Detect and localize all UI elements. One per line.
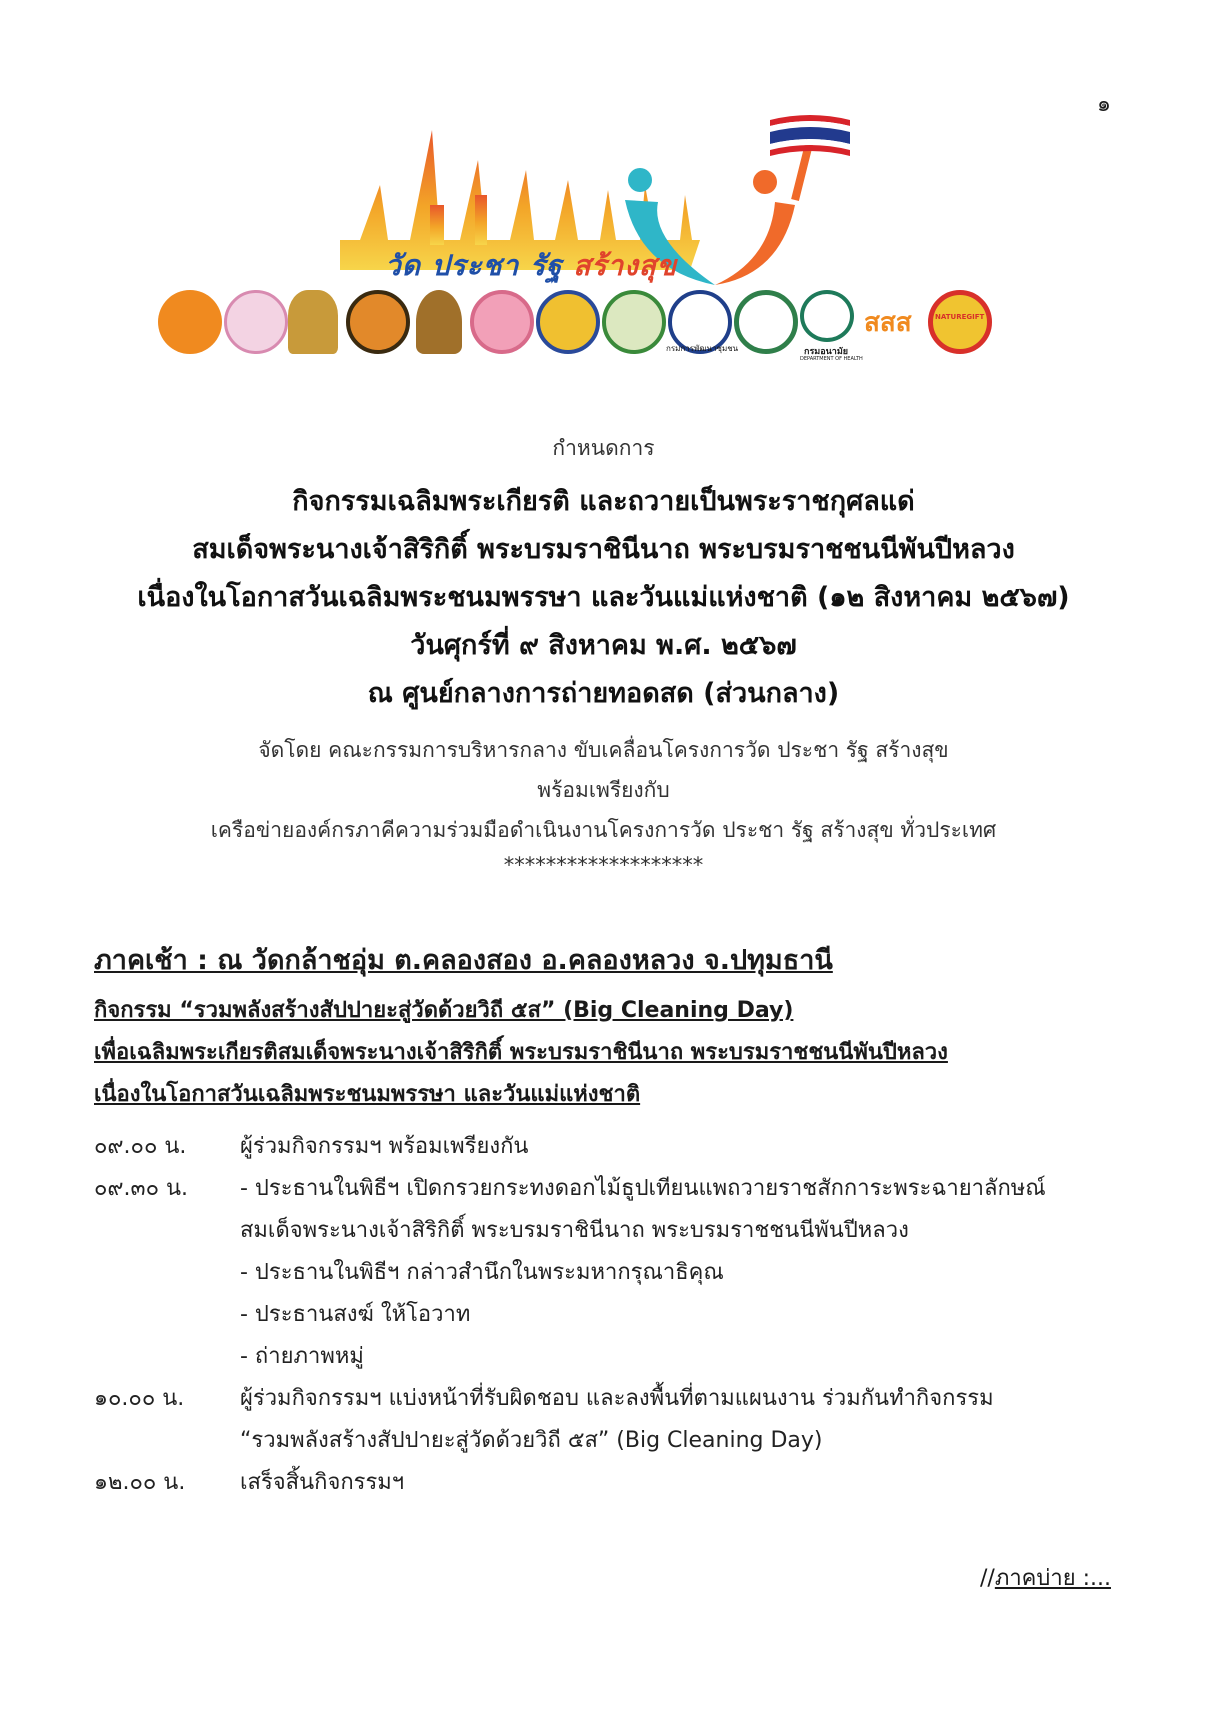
schedule-desc: “รวมพลังสร้างสัปปายะสู่วัดด้วยวิถี ๕ส” (Big Cleaning Day) [240, 1428, 823, 1453]
partner-logos [158, 290, 1058, 362]
thai-flag-icon [770, 115, 850, 156]
schedule-desc: ผู้ร่วมกิจกรรมฯ พร้อมเพรียงกัน [240, 1134, 529, 1159]
dharma-wheel-seal-icon [158, 290, 222, 354]
community-dev-caption: กรมการพัฒนาชุมชน [666, 344, 739, 353]
banner-text [385, 244, 677, 288]
lion-seal-blue-icon [536, 290, 600, 354]
schedule-desc: - ประธานสงฆ์ ให้โอวาท [240, 1302, 471, 1327]
schedule-desc: ผู้ร่วมกิจกรรมฯ แบ่งหน้าที่รับผิดชอบ และลงพื้นที่ตามแผนงาน ร่วมกันทำกิจกรรม [240, 1386, 994, 1411]
header-title [0, 478, 1207, 718]
header-label: กำหนดการ [552, 436, 655, 460]
separator: ******************* [503, 853, 704, 877]
morning-activity [94, 990, 1124, 1116]
continuation-prefix: // [980, 1566, 995, 1591]
activity-line-1: กิจกรรม “รวมพลังสร้างสัปปายะสู่วัดด้วยวิถี ๕ส” (Big Cleaning Day) [94, 998, 794, 1023]
health-dept-seal-icon [800, 290, 863, 362]
activity-line-2: เพื่อเฉลิมพระเกียรติสมเด็จพระนางเจ้าสิริกิติ์ พระบรมราชินีนาถ พระบรมราชชนนีพันปีหลวง [94, 1040, 948, 1065]
green-house-seal-icon [734, 290, 798, 354]
activity-line-3: เนื่องในโอกาสวันเฉลิมพระชนมพรรษา และวันแม่แห่งชาติ [94, 1082, 641, 1107]
temple-emblem-icon [416, 290, 462, 354]
title-line-4: วันศุกร์ที่ ๙ สิงหาคม พ.ศ. ๒๕๖๗ [410, 630, 797, 661]
schedule-desc: - ประธานในพิธีฯ กล่าวสำนึกในพระมหากรุณาธิคุณ [240, 1260, 724, 1285]
title-line-2: สมเด็จพระนางเจ้าสิริกิติ์ พระบรมราชินีนาถ พระบรมราชชนนีพันปีหลวง [192, 534, 1015, 565]
title-line-3: เนื่องในโอกาสวันเฉลิมพระชนมพรรษา และวันแม่แห่งชาติ (๑๒ สิงหาคม ๒๕๖๗) [137, 582, 1070, 613]
lion-seal-orange-icon [346, 290, 410, 354]
schedule-desc: - ประธานในพิธีฯ เปิดกรวยกระทงดอกไม้ธูปเทียนแพถวายราชสักการะพระฉายาลักษณ์ [240, 1176, 1046, 1201]
community-dev-seal-icon [666, 290, 739, 354]
schedule-time: ๑๒.๐๐ น. [94, 1470, 186, 1495]
health-dept-caption-en: DEPARTMENT OF HEALTH [800, 356, 863, 362]
naturegift-caption: NATUREGIFT [935, 313, 985, 321]
lotus-wheel-seal-icon [470, 290, 534, 354]
schedule-desc: - ถ่ายภาพหมู่ [240, 1344, 364, 1369]
schedule-time: ๐๙.๐๐ น. [94, 1134, 187, 1159]
afternoon-link[interactable]: ภาคบ่าย :... [994, 1566, 1111, 1591]
schedule-desc: สมเด็จพระนางเจ้าสิริกิติ์ พระบรมราชินีนาถ พระบรมราชชนนีพันปีหลวง [240, 1218, 909, 1243]
schedule-time: ๑๐.๐๐ น. [94, 1386, 185, 1411]
naturegift-logo-icon [928, 290, 992, 354]
morning-section [94, 938, 1124, 981]
morning-heading: ภาคเช้า : ณ วัดกล้าชอุ่ม ต.คลองสอง อ.คลองหลวง จ.ปทุมธานี [94, 945, 833, 976]
title-line-1: กิจกรรมเฉลิมพระเกียรติ และถวายเป็นพระราชกุศลแด่ [292, 486, 915, 517]
health-dept-caption-th: กรมอนามัย [804, 347, 849, 357]
banner-text-accent: สร้างสุข [573, 249, 677, 282]
pink-wheel-seal-icon [224, 290, 288, 354]
schedule-time: ๐๙.๓๐ น. [94, 1176, 189, 1201]
sss-logo-icon [860, 290, 924, 354]
sss-logo-text: สสส [864, 308, 912, 338]
header-block [0, 432, 1207, 465]
schedule-desc: เสร็จสิ้นกิจกรรมฯ [240, 1470, 405, 1495]
crest-emblem-icon [288, 290, 338, 354]
banner-text-main: วัด ประชา รัฐ [385, 249, 563, 282]
organizer-line-1: จัดโดย คณะกรรมการบริหารกลาง ขับเคลื่อนโครงการวัด ประชา รัฐ สร้างสุข [258, 738, 949, 762]
continuation-note [980, 1560, 1111, 1595]
organizer-block [0, 730, 1207, 880]
page-number: ๑ [1097, 92, 1111, 117]
green-animal-seal-icon [602, 290, 666, 354]
organizer-line-3: เครือข่ายองค์กรภาคีความร่วมมือดำเนินงานโครงการวัด ประชา รัฐ สร้างสุข ทั่วประเทศ [210, 818, 997, 842]
title-line-5: ณ ศูนย์กลางการถ่ายทอดสด (ส่วนกลาง) [367, 678, 840, 709]
organizer-line-2: พร้อมเพรียงกับ [537, 778, 670, 802]
